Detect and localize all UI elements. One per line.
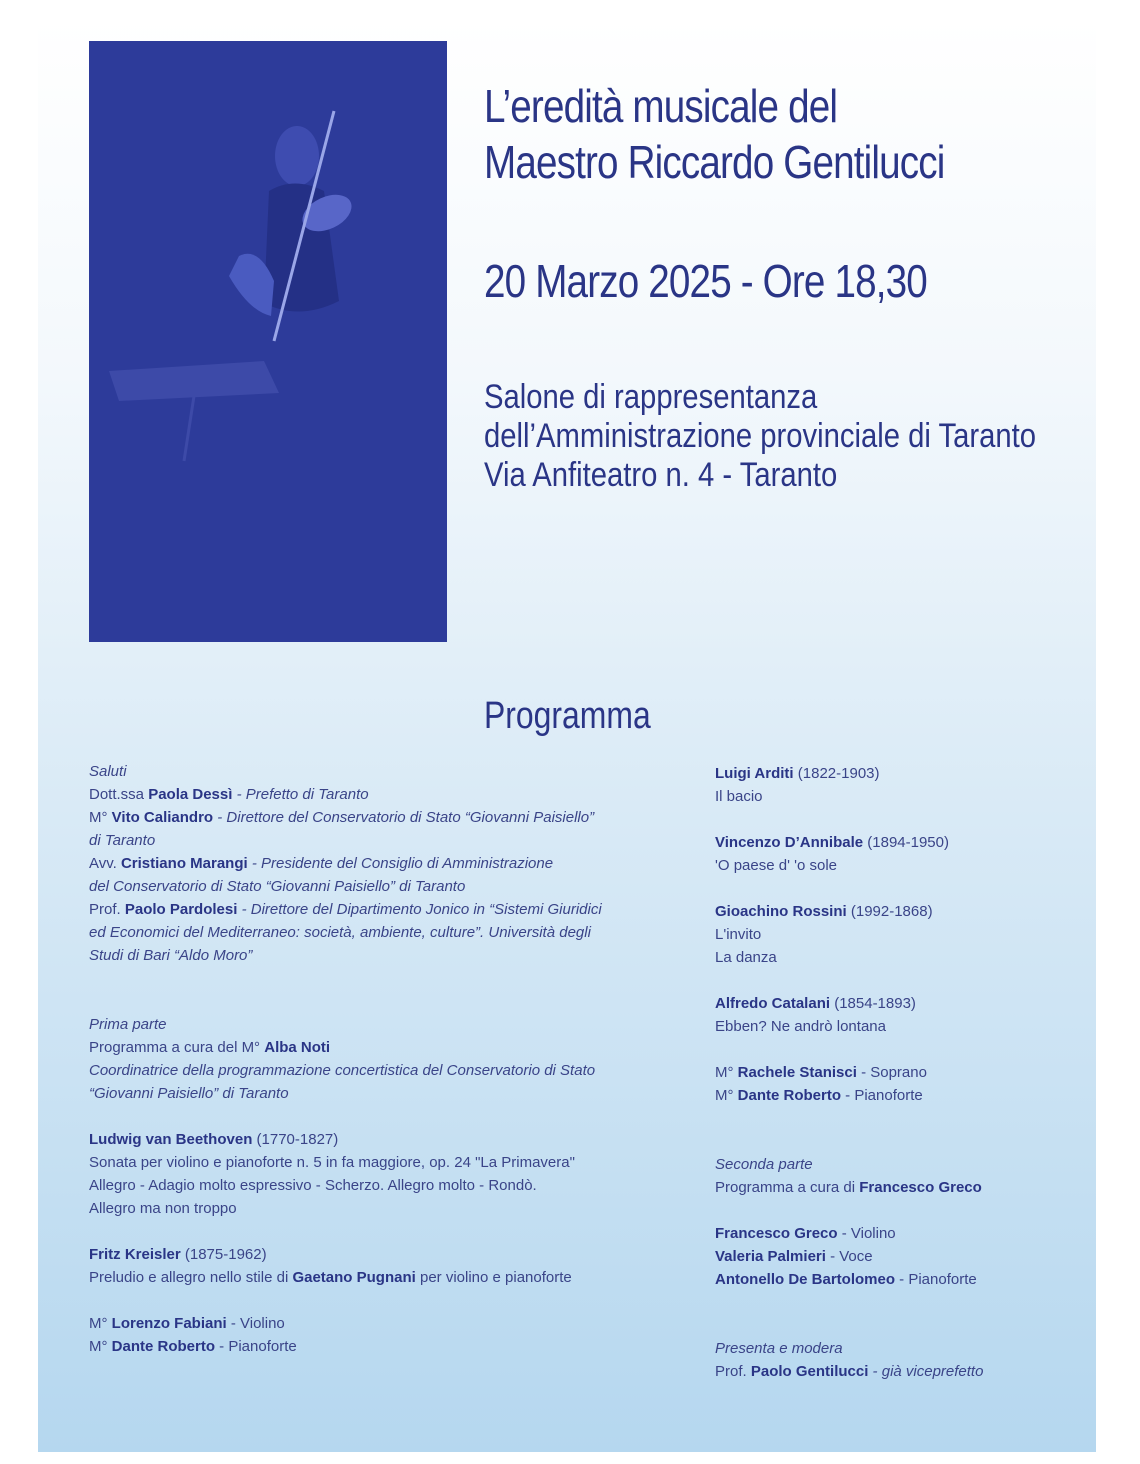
- performer: M° Lorenzo Fabiani - Violino: [89, 1315, 285, 1332]
- saluti-row-cont: Studi di Bari “Aldo Moro”: [89, 947, 253, 964]
- event-title: [484, 78, 944, 190]
- event-title-line1: L’eredità musicale del: [484, 80, 838, 132]
- composer-rossini: Gioachino Rossini (1992-1868): [715, 903, 933, 920]
- saluti-row-cont: del Conservatorio di Stato “Giovanni Paisiello” di Taranto: [89, 878, 466, 895]
- performer: M° Dante Roberto - Pianoforte: [715, 1087, 923, 1104]
- performer: M° Dante Roberto - Pianoforte: [89, 1338, 297, 1355]
- prima-parte-coord: “Giovanni Paisiello” di Taranto: [89, 1085, 289, 1102]
- seconda-parte-label: Seconda parte: [715, 1156, 813, 1173]
- saluti-row: Dott.ssa Paola Dessì - Prefetto di Taranto: [89, 786, 369, 803]
- composer-arditi: Luigi Arditi (1822-1903): [715, 765, 880, 782]
- work-line: Preludio e allegro nello stile di Gaetano Pugnani per violino e pianoforte: [89, 1269, 572, 1286]
- violinist-photo: [89, 41, 447, 642]
- saluti-row-cont: di Taranto: [89, 832, 156, 849]
- work-line: Allegro - Adagio molto espressivo - Scherzo. Allegro molto - Rondò.: [89, 1177, 537, 1194]
- prima-parte-label: Prima parte: [89, 1016, 167, 1033]
- work-line: Il bacio: [715, 788, 763, 805]
- programma-heading: Programma: [484, 695, 651, 737]
- venue-line3: Via Anfiteatro n. 4 - Taranto: [484, 456, 838, 494]
- saluti-row: Prof. Paolo Pardolesi - Direttore del Dipartimento Jonico in “Sistemi Giuridici: [89, 901, 602, 918]
- moderatore-label: Presenta e modera: [715, 1340, 843, 1357]
- violinist-photo-art: [89, 41, 447, 642]
- venue-line1: Salone di rappresentanza: [484, 378, 818, 416]
- performer: Antonello De Bartolomeo - Pianoforte: [715, 1271, 977, 1288]
- performer: Francesco Greco - Violino: [715, 1225, 896, 1242]
- work-line: Sonata per violino e pianoforte n. 5 in fa maggiore, op. 24 "La Primavera": [89, 1154, 575, 1171]
- moderatore: Prof. Paolo Gentilucci - già viceprefetto: [715, 1363, 984, 1380]
- work-line: Ebben? Ne andrò lontana: [715, 1018, 886, 1035]
- saluti-row: Avv. Cristiano Marangi - Presidente del Consiglio di Amministrazione: [89, 855, 554, 872]
- performer: Valeria Palmieri - Voce: [715, 1248, 873, 1265]
- event-title-line2: Maestro Riccardo Gentilucci: [484, 136, 945, 188]
- work-line: L'invito: [715, 926, 762, 943]
- venue-line2: dell’Amministrazione provinciale di Taranto: [484, 417, 1037, 455]
- composer-kreisler: Fritz Kreisler (1875-1962): [89, 1246, 267, 1263]
- program-right-column: [715, 762, 983, 1383]
- composer-beethoven: Ludwig van Beethoven (1770-1827): [89, 1131, 339, 1148]
- saluti-label: Saluti: [89, 763, 127, 780]
- composer-catalani: Alfredo Catalani (1854-1893): [715, 995, 916, 1012]
- work-line: 'O paese d' 'o sole: [715, 857, 837, 874]
- composer-dannibale: Vincenzo D’Annibale (1894-1950): [715, 834, 949, 851]
- saluti-row-cont: ed Economici del Mediterraneo: società, ambiente, culture”. Università degli: [89, 924, 591, 941]
- event-date-time: 20 Marzo 2025 - Ore 18,30: [484, 255, 927, 307]
- work-line: Allegro ma non troppo: [89, 1200, 237, 1217]
- program-left-column: [89, 760, 602, 1358]
- work-line: La danza: [715, 949, 777, 966]
- event-venue: [484, 378, 1036, 495]
- prima-parte-coord: Coordinatrice della programmazione concertistica del Conservatorio di Stato: [89, 1062, 596, 1079]
- seconda-parte-curator: Programma a cura di Francesco Greco: [715, 1179, 982, 1196]
- performer: M° Rachele Stanisci - Soprano: [715, 1064, 927, 1081]
- saluti-row: M° Vito Caliandro - Direttore del Conservatorio di Stato “Giovanni Paisiello”: [89, 809, 595, 826]
- prima-parte-curator: Programma a cura del M° Alba Noti: [89, 1039, 331, 1056]
